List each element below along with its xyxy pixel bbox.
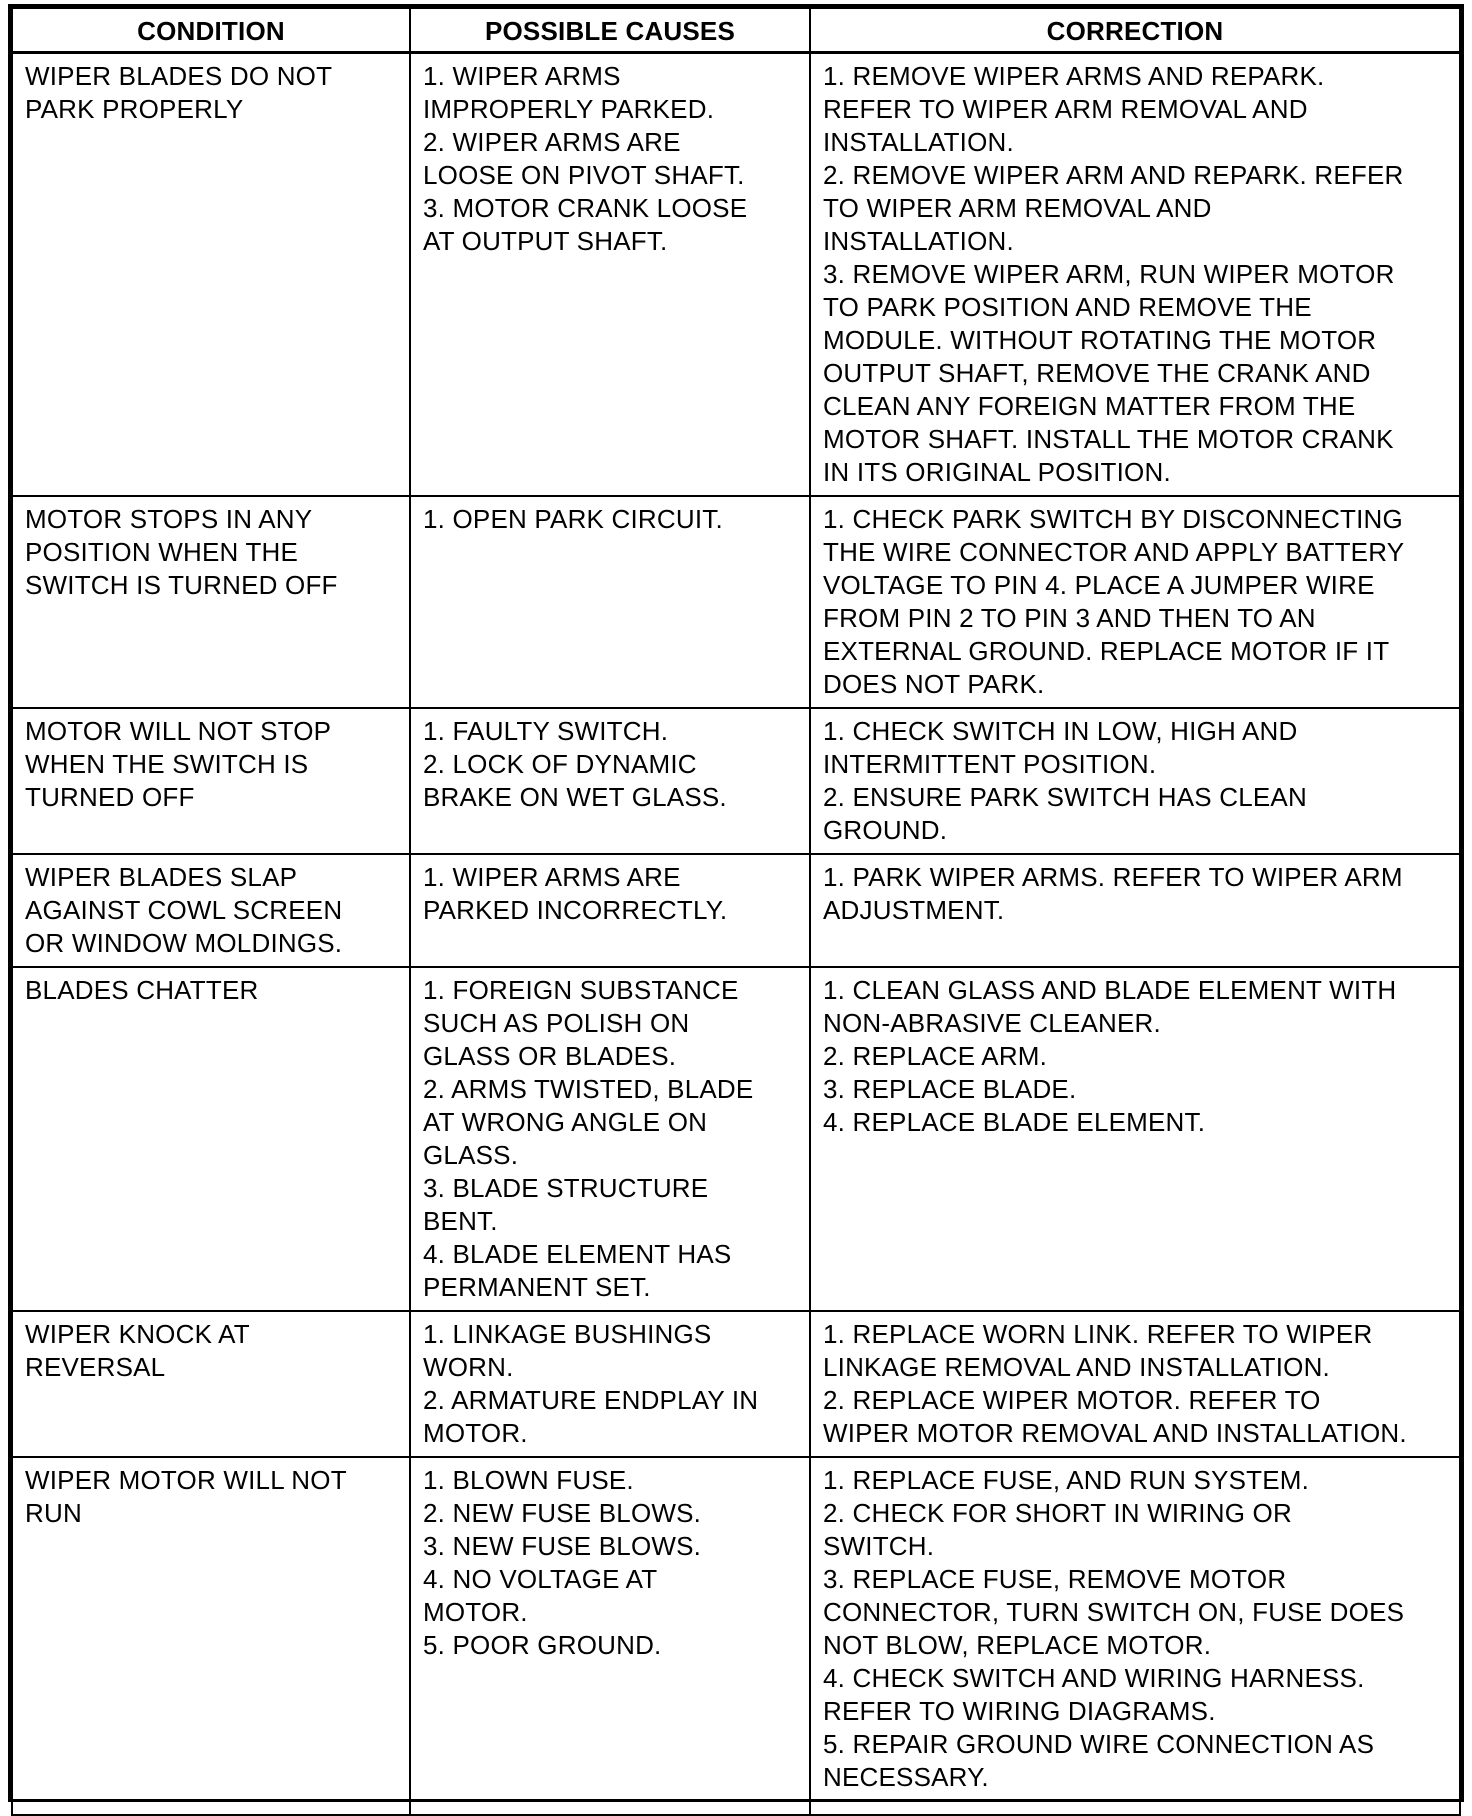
table-row [12, 1457, 1460, 1815]
correction-text-line: 1. CHECK PARK SWITCH BY DISCONNECTING [823, 504, 1403, 534]
header-correction: CORRECTION [810, 8, 1460, 53]
correction-text-line: NECESSARY. [823, 1762, 989, 1792]
correction-text-line: 3. REPLACE BLADE. [823, 1074, 1077, 1104]
causes-text-line: 3. BLADE STRUCTURE [423, 1173, 709, 1203]
causes-text-line: 1. FAULTY SWITCH. [423, 716, 669, 746]
causes-text-line: 1. WIPER ARMS ARE [423, 862, 681, 892]
correction-text-line: OUTPUT SHAFT, REMOVE THE CRANK AND [823, 358, 1371, 388]
correction-text-line: 1. REMOVE WIPER ARMS AND REPARK. [823, 61, 1325, 91]
correction-text-line: ADJUSTMENT. [823, 895, 1005, 925]
table-row [12, 496, 1460, 708]
correction-text-line: INTERMITTENT POSITION. [823, 749, 1157, 779]
possible-causes-cell [410, 708, 810, 854]
correction-cell [810, 967, 1460, 1311]
causes-text-line: 4. BLADE ELEMENT HAS [423, 1239, 732, 1269]
condition-text-line: REVERSAL [25, 1352, 166, 1382]
causes-text-line: MOTOR. [423, 1597, 528, 1627]
causes-text-line: MOTOR. [423, 1418, 528, 1448]
correction-text-line: VOLTAGE TO PIN 4. PLACE A JUMPER WIRE [823, 570, 1375, 600]
correction-text-line: 2. REPLACE WIPER MOTOR. REFER TO [823, 1385, 1321, 1415]
header-condition: CONDITION [12, 8, 410, 53]
causes-text-line: 2. ARMS TWISTED, BLADE [423, 1074, 754, 1104]
correction-text-line: MODULE. WITHOUT ROTATING THE MOTOR [823, 325, 1377, 355]
condition-text-line: WIPER KNOCK AT [25, 1319, 250, 1349]
correction-text-line: 1. REPLACE WORN LINK. REFER TO WIPER [823, 1319, 1373, 1349]
header-possible-causes: POSSIBLE CAUSES [410, 8, 810, 53]
condition-text-line: WIPER MOTOR WILL NOT [25, 1465, 347, 1495]
causes-text-line: 1. OPEN PARK CIRCUIT. [423, 504, 723, 534]
table-body [12, 53, 1460, 1816]
condition-text-line: BLADES CHATTER [25, 975, 259, 1005]
correction-text-line: REFER TO WIRING DIAGRAMS. [823, 1696, 1216, 1726]
causes-text-line: 1. FOREIGN SUBSTANCE [423, 975, 739, 1005]
causes-text-line: 1. LINKAGE BUSHINGS [423, 1319, 712, 1349]
causes-text-line: GLASS. [423, 1140, 519, 1170]
causes-text-line: IMPROPERLY PARKED. [423, 94, 715, 124]
condition-text-line: AGAINST COWL SCREEN [25, 895, 343, 925]
correction-cell [810, 1457, 1460, 1815]
correction-cell [810, 53, 1460, 497]
correction-text-line: IN ITS ORIGINAL POSITION. [823, 457, 1171, 487]
causes-text-line: 3. MOTOR CRANK LOOSE [423, 193, 748, 223]
correction-text-line: INSTALLATION. [823, 127, 1014, 157]
causes-text-line: 1. WIPER ARMS [423, 61, 621, 91]
correction-cell [810, 1311, 1460, 1457]
correction-text-line: 5. REPAIR GROUND WIRE CONNECTION AS [823, 1729, 1375, 1759]
causes-text-line: AT OUTPUT SHAFT. [423, 226, 668, 256]
causes-text-line: PARKED INCORRECTLY. [423, 895, 728, 925]
causes-text-line: 2. LOCK OF DYNAMIC [423, 749, 697, 779]
possible-causes-cell [410, 854, 810, 967]
condition-cell [12, 708, 410, 854]
correction-text-line: 3. REPLACE FUSE, REMOVE MOTOR [823, 1564, 1287, 1594]
condition-cell [12, 967, 410, 1311]
correction-text-line: 1. REPLACE FUSE, AND RUN SYSTEM. [823, 1465, 1310, 1495]
causes-text-line: PERMANENT SET. [423, 1272, 651, 1302]
condition-cell [12, 1457, 410, 1815]
correction-text-line: NON-ABRASIVE CLEANER. [823, 1008, 1161, 1038]
correction-text-line: TO PARK POSITION AND REMOVE THE [823, 292, 1312, 322]
condition-text-line: TURNED OFF [25, 782, 195, 812]
condition-cell [12, 854, 410, 967]
correction-text-line: 1. CHECK SWITCH IN LOW, HIGH AND [823, 716, 1298, 746]
condition-text-line: POSITION WHEN THE [25, 537, 299, 567]
condition-text-line: WIPER BLADES DO NOT [25, 61, 333, 91]
causes-text-line: 1. BLOWN FUSE. [423, 1465, 634, 1495]
correction-text-line: THE WIRE CONNECTOR AND APPLY BATTERY [823, 537, 1405, 567]
possible-causes-cell [410, 1457, 810, 1815]
correction-text-line: WIPER MOTOR REMOVAL AND INSTALLATION. [823, 1418, 1407, 1448]
correction-text-line: EXTERNAL GROUND. REPLACE MOTOR IF IT [823, 636, 1390, 666]
condition-text-line: SWITCH IS TURNED OFF [25, 570, 338, 600]
condition-cell [12, 1311, 410, 1457]
condition-text-line: PARK PROPERLY [25, 94, 244, 124]
correction-text-line: 2. REPLACE ARM. [823, 1041, 1048, 1071]
correction-text-line: LINKAGE REMOVAL AND INSTALLATION. [823, 1352, 1330, 1382]
table-row [12, 53, 1460, 497]
correction-text-line: 3. REMOVE WIPER ARM, RUN WIPER MOTOR [823, 259, 1395, 289]
diagnosis-table-page [8, 4, 1464, 1802]
condition-text-line: MOTOR STOPS IN ANY [25, 504, 313, 534]
correction-cell [810, 854, 1460, 967]
causes-text-line: GLASS OR BLADES. [423, 1041, 677, 1071]
table-row [12, 967, 1460, 1311]
causes-text-line: BRAKE ON WET GLASS. [423, 782, 727, 812]
correction-cell [810, 496, 1460, 708]
correction-text-line: DOES NOT PARK. [823, 669, 1045, 699]
correction-text-line: SWITCH. [823, 1531, 935, 1561]
causes-text-line: BENT. [423, 1206, 498, 1236]
table-header-row [12, 8, 1460, 53]
correction-cell [810, 708, 1460, 854]
causes-text-line: WORN. [423, 1352, 514, 1382]
condition-cell [12, 53, 410, 497]
condition-text-line: MOTOR WILL NOT STOP [25, 716, 332, 746]
correction-text-line: TO WIPER ARM REMOVAL AND [823, 193, 1212, 223]
causes-text-line: 5. POOR GROUND. [423, 1630, 662, 1660]
condition-text-line: OR WINDOW MOLDINGS. [25, 928, 343, 958]
correction-text-line: NOT BLOW, REPLACE MOTOR. [823, 1630, 1212, 1660]
correction-text-line: 2. CHECK FOR SHORT IN WIRING OR [823, 1498, 1292, 1528]
causes-text-line: 2. WIPER ARMS ARE [423, 127, 681, 157]
correction-text-line: CLEAN ANY FOREIGN MATTER FROM THE [823, 391, 1356, 421]
condition-cell [12, 496, 410, 708]
causes-text-line: 3. NEW FUSE BLOWS. [423, 1531, 702, 1561]
correction-text-line: FROM PIN 2 TO PIN 3 AND THEN TO AN [823, 603, 1316, 633]
correction-text-line: INSTALLATION. [823, 226, 1014, 256]
possible-causes-cell [410, 53, 810, 497]
possible-causes-cell [410, 496, 810, 708]
correction-text-line: CONNECTOR, TURN SWITCH ON, FUSE DOES [823, 1597, 1405, 1627]
causes-text-line: AT WRONG ANGLE ON [423, 1107, 708, 1137]
correction-text-line: 2. REMOVE WIPER ARM AND REPARK. REFER [823, 160, 1404, 190]
table-row [12, 708, 1460, 854]
condition-text-line: RUN [25, 1498, 82, 1528]
correction-text-line: REFER TO WIPER ARM REMOVAL AND [823, 94, 1308, 124]
possible-causes-cell [410, 967, 810, 1311]
condition-text-line: WIPER BLADES SLAP [25, 862, 298, 892]
causes-text-line: SUCH AS POLISH ON [423, 1008, 690, 1038]
table-row [12, 1311, 1460, 1457]
correction-text-line: 4. CHECK SWITCH AND WIRING HARNESS. [823, 1663, 1365, 1693]
condition-text-line: WHEN THE SWITCH IS [25, 749, 309, 779]
causes-text-line: 2. ARMATURE ENDPLAY IN [423, 1385, 759, 1415]
correction-text-line: 1. CLEAN GLASS AND BLADE ELEMENT WITH [823, 975, 1397, 1005]
correction-text-line: 1. PARK WIPER ARMS. REFER TO WIPER ARM [823, 862, 1403, 892]
correction-text-line: 2. ENSURE PARK SWITCH HAS CLEAN [823, 782, 1307, 812]
table-row [12, 854, 1460, 967]
causes-text-line: 4. NO VOLTAGE AT [423, 1564, 658, 1594]
causes-text-line: LOOSE ON PIVOT SHAFT. [423, 160, 745, 190]
correction-text-line: GROUND. [823, 815, 948, 845]
possible-causes-cell [410, 1311, 810, 1457]
causes-text-line: 2. NEW FUSE BLOWS. [423, 1498, 702, 1528]
correction-text-line: 4. REPLACE BLADE ELEMENT. [823, 1107, 1206, 1137]
correction-text-line: MOTOR SHAFT. INSTALL THE MOTOR CRANK [823, 424, 1394, 454]
diagnosis-table [11, 7, 1461, 1816]
